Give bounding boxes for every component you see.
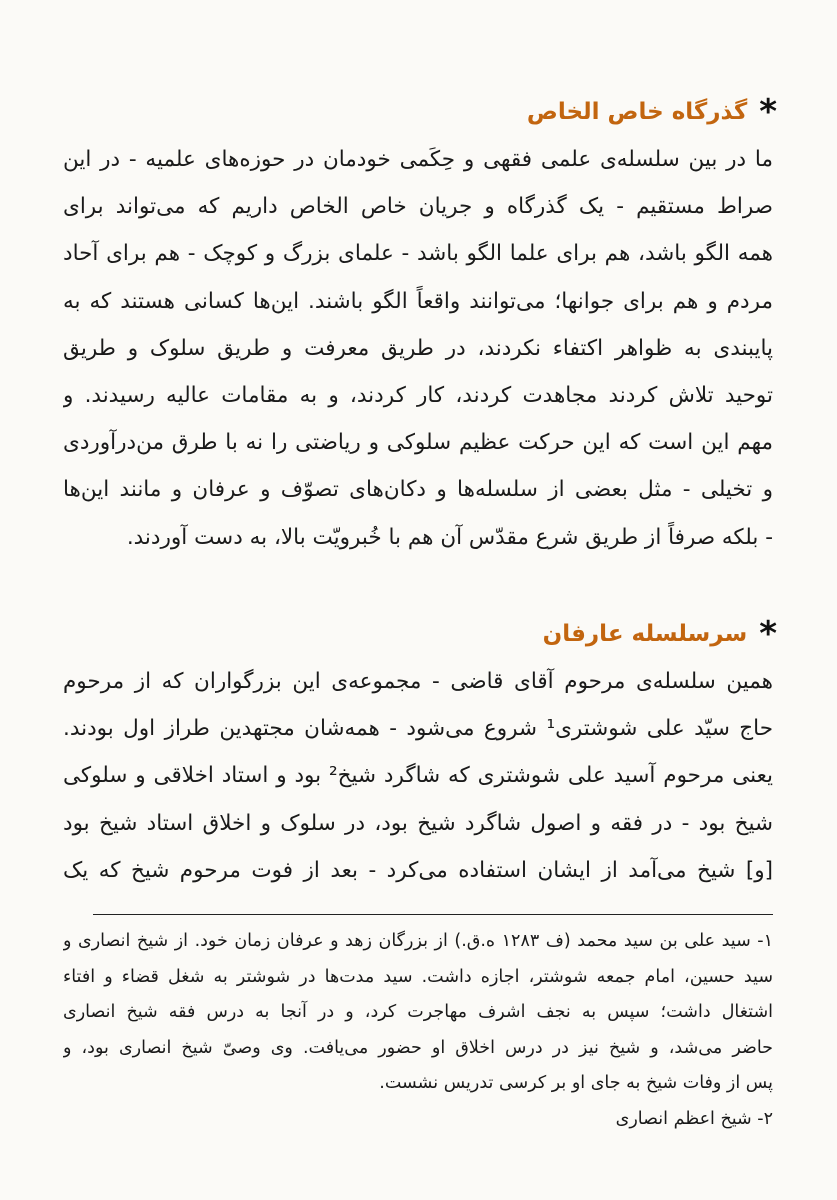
paragraph-line: شیخ بود - در فقه و اصول شاگرد شیخ بود، در سلوک و اخلاق استاد شیخ بود bbox=[63, 810, 773, 836]
paragraph-line: [و] شیخ می‌آمد از ایشان استفاده می‌کرد - بعد از فوت مرحوم شیخ که یک bbox=[63, 857, 773, 883]
paragraph-line: همین سلسله‌ی مرحوم آقای قاضی - مجموعه‌ی این بزرگواران که از مرحوم bbox=[63, 669, 773, 694]
footnote-line: سید حسین، امام جمعه شوشتر، اجازه داشت. سید مدت‌ها در شوشتر به شغل قضاء و افتاء bbox=[63, 966, 773, 987]
section-title: گذرگاه خاص الخاص bbox=[526, 99, 748, 125]
paragraph-line: توحید تلاش کردند مجاهدت کردند، کار کردند، و به مقامات عالیه رسیدند. و bbox=[63, 382, 773, 408]
footnote-line: ۱- سید علی بن سید محمد (ف ۱۲۸۳ ه.ق.) از بزرگان زهد و عرفان زمان خود. از شیخ انصاری و bbox=[63, 931, 773, 951]
footnote-divider bbox=[93, 914, 773, 915]
section-2-paragraph bbox=[63, 658, 773, 894]
section-heading-2 bbox=[543, 614, 777, 654]
paragraph-line: - بلکه صرفاً از طریق شرع مقدّس آن هم با خُبرویّت بالا، به دست آوردند. bbox=[126, 524, 773, 550]
paragraph-line: همه الگو باشد، هم برای علما الگو باشد - علمای بزرگ و کوچک - هم برای آحاد bbox=[63, 241, 773, 267]
footnote-line: اشتغال داشت؛ سپس به نجف اشرف مهاجرت کرد، و در آنجا به درس فقه شیخ انصاری bbox=[63, 1002, 773, 1022]
paragraph-line: مردم و هم برای جوانها؛ می‌توانند واقعاً الگو باشند. این‌ها کسانی هستند که به bbox=[63, 288, 773, 314]
paragraph-line: پایبندی به ظواهر اکتفاء نکردند، در طریق معرفت و طریق سلوک و طریق bbox=[63, 335, 773, 361]
paragraph-line: و تخیلی - مثل بعضی از سلسله‌ها و دکان‌های تصوّف و عرفان و مانند این‌ها bbox=[63, 477, 773, 503]
section-1-paragraph bbox=[63, 136, 773, 561]
paragraph-line: ما در بین سلسله‌ی علمی فقهی و حِکَمی خودمان در حوزه‌های علمیه - در این bbox=[63, 147, 773, 172]
section-heading-1 bbox=[527, 92, 777, 132]
asterisk-bullet-icon: * bbox=[759, 92, 777, 132]
section-title: سرسلسله عارفان bbox=[542, 621, 748, 647]
footnotes bbox=[63, 924, 773, 1137]
footnote-line: حاضر می‌شد، و شیخ نیز در درس اخلاق او حضور می‌یافت. وی وصیّ شیخ انصاری بود، و bbox=[63, 1037, 773, 1058]
footnote-line: ۲- شیخ اعظم انصاری bbox=[615, 1108, 773, 1129]
footnote-line: پس از وفات شیخ به جای او بر کرسی تدریس نشست. bbox=[379, 1073, 773, 1093]
paragraph-line: یعنی مرحوم آسید علی شوشتری که شاگرد شیخ² بود و استاد اخلاقی و سلوکی bbox=[63, 763, 773, 789]
asterisk-bullet-icon: * bbox=[759, 614, 777, 654]
paragraph-line: حاج سیّد علی شوشتری¹ شروع می‌شود - همه‌شان مجتهدین طراز اول بودند. bbox=[63, 716, 773, 742]
paragraph-line: مهم این است که این حرکت عظیم سلوکی و ریاضتی را نه با طرق من‌درآوردی bbox=[63, 430, 773, 456]
paragraph-line: صراط مستقیم - یک گذرگاه و جریان خاص الخاص داریم که می‌تواند برای bbox=[63, 194, 773, 220]
